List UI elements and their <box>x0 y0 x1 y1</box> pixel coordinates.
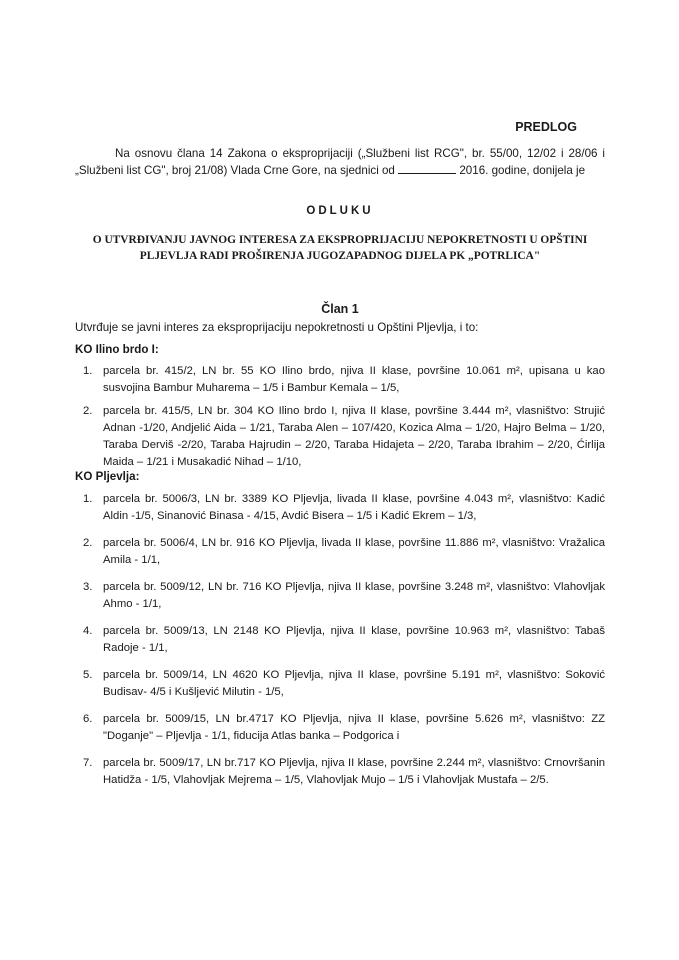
list-item <box>75 579 605 613</box>
decision-subheading <box>75 232 605 264</box>
item-text: parcela br. 5009/17, LN br.717 KO Pljevlja, njiva II klase, površine 2.244 m², vlasništvo: Crnovršanin Hatidža - 1/5, Vlahovljak Mejrema – 1/5, Vlahovljak Mujo – 1/5 i Vlahovljak Mustafa – 2/5. <box>103 757 605 786</box>
decision-heading: ODLUKU <box>306 205 374 217</box>
article-text: Utvrđuje se javni interes za eksproprijaciju nepokretnosti u Opštini Pljevlja, i to: <box>75 321 479 334</box>
item-number: 2. <box>83 537 93 549</box>
item-number: 3. <box>83 581 93 593</box>
item-text: parcela br. 5006/3, LN br. 3389 KO Pljevlja, livada II klase, površine 4.043 m², vlasništvo: Kadić Aldin -1/5, Sinanović Binasa - 4/15, Avdić Bisera – 1/5 i Kadić Ekrem – 1/3, <box>103 493 605 522</box>
intro-text-after: 2016. godine, donijela je <box>459 164 586 177</box>
item-text: parcela br. 415/2, LN br. 55 KO Ilino brdo, njiva II klase, površine 10.061 m², upisana u kao susvojina Bambur Muharema – 1/5 i Bambur Kemala – 1/5, <box>103 365 605 394</box>
item-text: parcela br. 415/5, LN br. 304 KO Ilino brdo I, njiva II klase, površine 3.444 m², vlasništvo: Strujić Adnan -1/20, Andjelić Aida – 1/21, Taraba Alen – 107/420, Kozica Alma – 1/20, Hajro Belma – 1/20, Taraba Derviš -2/20, Taraba Hajrudin – 2/20, Taraba Hidajeta – 2/20, Taraba Ibrahim – 2/20, Ćirlija Maida – 1/21 i Musakadić Nihad – 1/10, <box>103 405 605 468</box>
list-item <box>75 403 605 471</box>
item-number: 1. <box>83 493 93 505</box>
item-number: 2. <box>83 405 93 417</box>
list-item <box>75 711 605 745</box>
section-title-ilino-brdo: KO Ilino brdo I: <box>75 343 159 356</box>
intro-text-before: Na osnovu člana 14 Zakona o eksproprijaciji („Službeni list RCG", br. 55/00, 12/02 i 28/06 i „Službeni list CG", broj 21/08) Vlada Crne Gore, na sjednici od <box>75 147 605 177</box>
list-item <box>75 623 605 657</box>
list-item <box>75 667 605 701</box>
item-number: 5. <box>83 669 93 681</box>
list-item <box>75 491 605 525</box>
item-number: 7. <box>83 757 93 769</box>
list-item <box>75 755 605 789</box>
subheading-line-2: PLJEVLJA RADI PROŠIRENJA JUGOZAPADNOG DIJELA PK „POTRLICA" <box>139 250 541 262</box>
intro-paragraph <box>75 145 605 179</box>
subheading-line-1: O UTVRĐIVANJU JAVNOG INTERESA ZA EKSPROPRIJACIJU NEPOKRETNOSTI U OPŠTINI <box>92 234 588 246</box>
item-number: 6. <box>83 713 93 725</box>
item-text: parcela br. 5009/13, LN 2148 KO Pljevlja, njiva II klase, površine 10.963 m², vlasništvo: Tabaš Radoje - 1/1, <box>103 625 605 654</box>
list-item <box>75 535 605 569</box>
parcel-list-pljevlja <box>75 491 605 799</box>
parcel-list-ilino-brdo <box>75 363 605 477</box>
item-text: parcela br. 5009/15, LN br.4717 KO Pljevlja, njiva II klase, površine 5.626 m², vlasništvo: ZZ "Doganje" – Pljevlja - 1/1, fiducija Atlas banka – Podgorica i <box>103 713 605 742</box>
article-label: Član 1 <box>321 302 359 316</box>
section-title-pljevlja: KO Pljevlja: <box>75 470 140 483</box>
item-text: parcela br. 5006/4, LN br. 916 KO Pljevlja, livada II klase, površine 11.886 m², vlasništvo: Vražalica Amila - 1/1, <box>103 537 605 566</box>
predlog-label: PREDLOG <box>515 120 577 134</box>
item-text: parcela br. 5009/14, LN 4620 KO Pljevlja, njiva II klase, površine 5.191 m², vlasništvo: Soković Budisav- 4/5 i Kušljević Milutin - 1/5, <box>103 669 605 698</box>
item-text: parcela br. 5009/12, LN br. 716 KO Pljevlja, njiva II klase, površine 3.248 m², vlasništvo: Vlahovljak Ahmo - 1/1, <box>103 581 605 610</box>
date-blank-line <box>398 163 456 174</box>
item-number: 1. <box>83 365 93 377</box>
item-number: 4. <box>83 625 93 637</box>
list-item <box>75 363 605 397</box>
